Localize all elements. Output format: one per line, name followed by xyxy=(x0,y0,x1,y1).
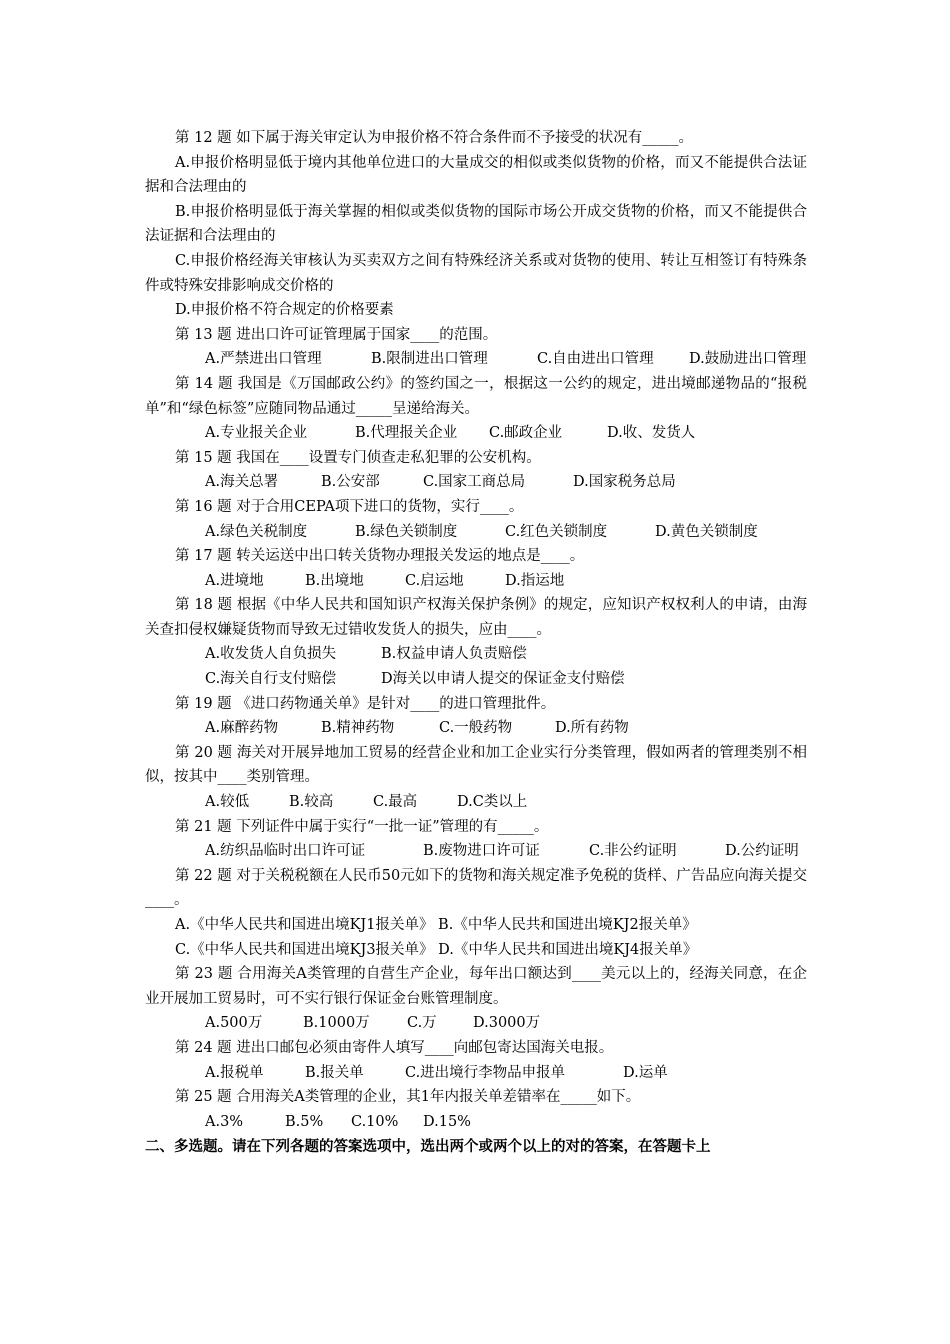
question-options xyxy=(0,1110,950,1135)
question-option: D.公约证明 xyxy=(725,843,799,860)
question-option: B.代理报关企业 xyxy=(355,425,458,442)
question-stem: 第 15 题 我国在____设置专门侦查走私犯罪的公安机构。 xyxy=(175,449,541,466)
question-stem: 第 24 题 进出口邮包必须由寄件人填写____向邮包寄达国海关电报。 xyxy=(175,1039,614,1056)
question-option: B.1000万 xyxy=(303,1015,370,1032)
question-stem: 第 18 题 根据《中华人民共和国知识产权海关保护条例》的规定，应知识产权权利人的申请，由海关查扣侵权嫌疑货物而导致无过错收发货人的损失，应由____。 xyxy=(145,597,807,638)
question-option: C.红色关锁制度 xyxy=(505,523,608,540)
question-option: C.申报价格经海关审核认为买卖双方之间有特殊经济关系或对货物的使用、转让互相签订有特殊条件或特殊安排影响成交价格的 xyxy=(145,252,807,294)
question-option: C.海关自行支付赔偿 xyxy=(205,671,337,688)
question-options xyxy=(0,716,950,741)
question-option: A.专业报关企业 xyxy=(205,425,308,442)
question-options xyxy=(0,1011,950,1036)
question-option: B.报关单 xyxy=(305,1064,364,1081)
question-option: D.3000万 xyxy=(473,1015,541,1032)
question-option: A.报税单 xyxy=(205,1064,264,1081)
question-option: A.收发货人自负损失 xyxy=(205,646,337,663)
question-stem: 第 23 题 合用海关A类管理的自营生产企业，每年出口额达到____美元以上的，经海关同意，在企业开展加工贸易时，可不实行银行保证金台账管理制度。 xyxy=(145,966,807,1007)
question-option: D.所有药物 xyxy=(555,720,629,737)
question-options xyxy=(0,569,950,594)
question-option: B.5% xyxy=(285,1113,324,1130)
question-option: A.3% xyxy=(205,1113,244,1130)
question-stem: 第 17 题 转关运送中出口转关货物办理报关发运的地点是____。 xyxy=(175,548,585,565)
question-stem: 第 25 题 合用海关A类管理的企业，其1年内报关单差错率在_____如下。 xyxy=(175,1089,641,1106)
question-stem: 第 21 题 下列证件中属于实行“一批一证”管理的有_____。 xyxy=(175,818,549,835)
question-option: A.较低 xyxy=(205,794,250,811)
question-option: D.黄色关锁制度 xyxy=(655,523,758,540)
question-option: B.申报价格明显低于海关掌握的相似或类似货物的国际市场公开成交货物的价格，而又不能提供合法证据和合法理由的 xyxy=(145,203,807,245)
question-option: C.10% xyxy=(351,1113,399,1130)
question-option: C.一般药物 xyxy=(439,720,513,737)
question-option: C.最高 xyxy=(373,794,418,811)
question-option: C.非公约证明 xyxy=(589,843,677,860)
question-option: B.出境地 xyxy=(305,572,364,589)
question-option: A.申报价格明显低于境内其他单位进口的大量成交的相似或类似货物的价格，而又不能提供合法证据和合法理由的 xyxy=(145,154,807,196)
question-option: C.启运地 xyxy=(405,572,464,589)
question-list xyxy=(0,126,950,1160)
question-options xyxy=(0,1061,950,1086)
question-option: A.500万 xyxy=(205,1015,263,1032)
section-heading: 二、多选题。请在下列各题的答案选项中，选出两个或两个以上的对的答案，在答题卡上 xyxy=(145,1138,711,1156)
question-option: B.废物进口许可证 xyxy=(423,843,540,860)
question-option: C.邮政企业 xyxy=(489,425,563,442)
question-option: A.绿色关税制度 xyxy=(205,523,308,540)
question-option: B.限制进出口管理 xyxy=(371,351,488,368)
question-option: B.公安部 xyxy=(321,474,380,491)
question-options xyxy=(0,642,950,667)
question-option: C.自由进出口管理 xyxy=(537,351,654,368)
question-option: C.《中华人民共和国进出境KJ3报关单》 D.《中华人民共和国进出境KJ4报关单》 xyxy=(175,941,698,958)
question-option: A.海关总署 xyxy=(205,474,279,491)
question-options xyxy=(0,839,950,864)
question-option: D.运单 xyxy=(623,1064,668,1081)
question-option: D.15% xyxy=(423,1113,471,1130)
question-options xyxy=(0,421,950,446)
question-option: D.收、发货人 xyxy=(607,425,696,442)
question-option: D.申报价格不符合规定的价格要素 xyxy=(175,302,394,319)
question-option: D.国家税务总局 xyxy=(573,474,676,491)
question-option: D海关以申请人提交的保证金支付赔偿 xyxy=(381,671,625,688)
question-option: C.国家工商总局 xyxy=(423,474,526,491)
question-option: C.进出境行李物品申报单 xyxy=(405,1064,566,1081)
question-option: D.指运地 xyxy=(505,572,565,589)
question-option: D.C类以上 xyxy=(457,794,528,811)
question-stem: 第 12 题 如下属于海关审定认为申报价格不符合条件而不予接受的状况有_____。 xyxy=(175,130,694,146)
question-option: A.进境地 xyxy=(205,572,264,589)
question-options xyxy=(0,347,950,372)
question-option: B.较高 xyxy=(289,794,334,811)
question-option: C.万 xyxy=(407,1015,437,1032)
question-stem: 第 13 题 进出口许可证管理属于国家____的范围。 xyxy=(175,326,498,343)
question-option: A.《中华人民共和国进出境KJ1报关单》 B.《中华人民共和国进出境KJ2报关单》 xyxy=(175,917,697,933)
question-stem: 第 14 题 我国是《万国邮政公约》的签约国之一，根据这一公约的规定，进出境邮递物品的“报税单”和“绿色标签”应随同物品通过_____呈递给海关。 xyxy=(145,375,807,417)
question-stem: 第 22 题 对于关税税额在人民币50元如下的货物和海关规定准予免税的货样、广告品应向海关提交____。 xyxy=(145,867,807,909)
question-option: A.严禁进出口管理 xyxy=(205,351,322,368)
question-options xyxy=(0,667,950,692)
question-options xyxy=(0,470,950,495)
question-option: B.精神药物 xyxy=(321,720,395,737)
question-stem: 第 16 题 对于合用CEPA项下进口的货物，实行____。 xyxy=(175,498,524,515)
question-option: B.权益申请人负责赔偿 xyxy=(381,646,527,663)
question-option: A.纺织品临时出口许可证 xyxy=(205,843,366,860)
question-options xyxy=(0,520,950,545)
question-option: A.麻醉药物 xyxy=(205,720,279,737)
question-options xyxy=(0,790,950,815)
question-stem: 第 20 题 海关对开展异地加工贸易的经营企业和加工企业实行分类管理，假如两者的管理类别不相似，按其中____类别管理。 xyxy=(145,744,807,786)
question-option: D.鼓励进出口管理 xyxy=(689,351,807,368)
question-stem: 第 19 题 《进口药物通关单》是针对____的进口管理批件。 xyxy=(175,695,556,712)
question-option: B.绿色关锁制度 xyxy=(355,523,458,540)
